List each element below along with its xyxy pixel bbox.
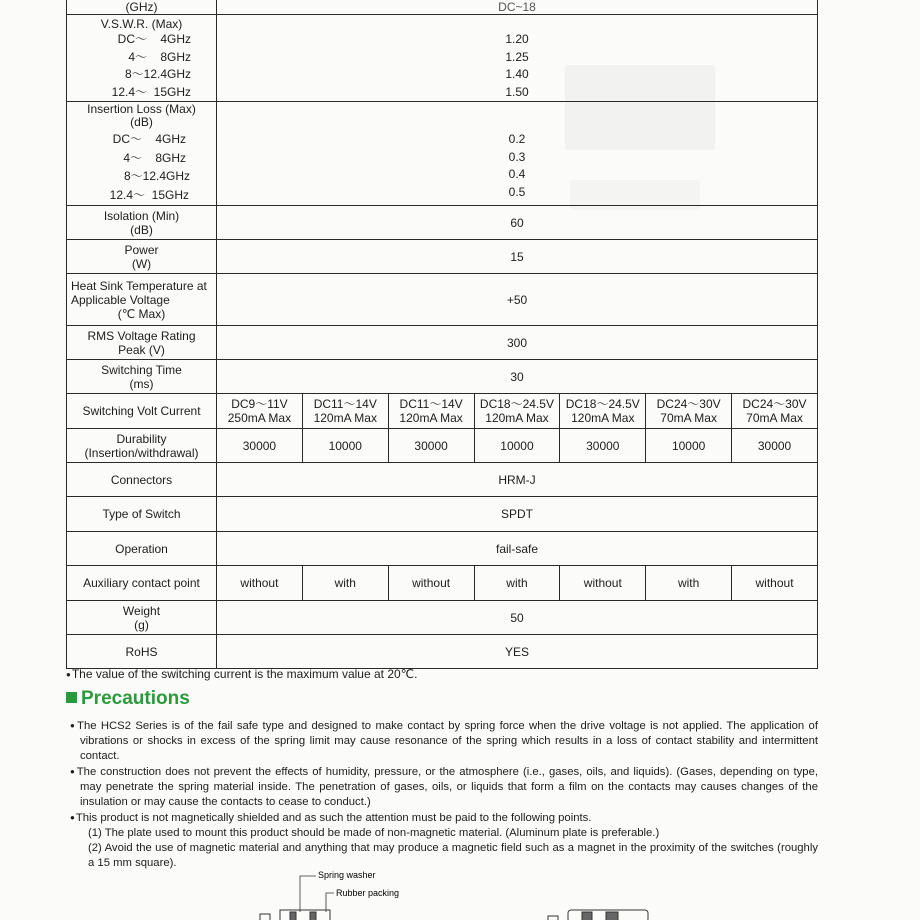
precautions-body	[70, 718, 818, 871]
weight-value: 50	[217, 601, 818, 635]
isolation-value: 60	[217, 206, 818, 240]
table-row	[67, 635, 818, 669]
aux-contact-cell: without	[560, 566, 646, 601]
weight-label: Weight (g)	[67, 601, 217, 635]
table-row	[67, 0, 818, 15]
precaution-item: ●This product is not magnetically shielded and as such the attention must be paid to the following points.	[70, 812, 592, 824]
connector-right	[548, 910, 648, 920]
table-row	[67, 15, 818, 102]
precaution-subitem: (2) Avoid the use of magnetic material and anything that may produce a magnetic field such as a magnet in the proximity of the switches (roughly a 15 mm square).	[88, 842, 818, 869]
volt-current-label: Switching Volt Current	[67, 394, 217, 429]
connectors-label: Connectors	[67, 463, 217, 497]
durability-cell: 10000	[646, 429, 732, 463]
table-row	[67, 274, 818, 326]
precautions-heading: Precautions	[66, 688, 190, 710]
connectors-value: HRM-J	[217, 463, 818, 497]
table-row	[67, 206, 818, 240]
heat-sink-label: Heat Sink Temperature at Applicable Voltage (℃ Max)	[67, 274, 217, 326]
footnote: ●The value of the switching current is the maximum value at 20℃.	[66, 667, 418, 681]
frequency-value: DC~18	[217, 0, 818, 15]
volt-current-cell: DC9～11V 250mA Max	[217, 394, 303, 429]
table-row	[67, 429, 818, 463]
operation-label: Operation	[67, 532, 217, 566]
table-row	[67, 601, 818, 635]
table-row	[67, 566, 818, 601]
insertion-loss-label: Insertion Loss (Max) (dB) DC～ 4GHz 4～ 8GHz 8～12.4GHz 12.4～ 15GHz	[67, 102, 217, 206]
table-row	[67, 360, 818, 394]
table-row	[67, 240, 818, 274]
power-value: 15	[217, 240, 818, 274]
rohs-value: YES	[217, 635, 818, 669]
table-row	[67, 326, 818, 360]
table-row	[67, 463, 818, 497]
operation-value: fail-safe	[217, 532, 818, 566]
insertion-loss-values: 0.2 0.3 0.4 0.5	[217, 102, 818, 206]
power-label: Power (W)	[67, 240, 217, 274]
vswr-label: V.S.W.R. (Max) DC～ 4GHz 4～ 8GHz 8～12.4GHz 12.4～ 15GHz	[67, 15, 217, 102]
isolation-label: Isolation (Min) (dB)	[67, 206, 217, 240]
precaution-item: ●The HCS2 Series is of the fail safe type and designed to make contact by spring force when the drive voltage is not applied. The application of vibrations or shocks in excess of the spring limit may cause resonance of the spring which results in a loss of contact stability and intermittent contact.	[70, 720, 818, 762]
heat-sink-value: +50	[217, 274, 818, 326]
durability-label: Durability (Insertion/withdrawal)	[67, 429, 217, 463]
frequency-unit: (GHz)	[67, 0, 217, 15]
spec-table	[66, 0, 818, 669]
durability-cell: 10000	[474, 429, 560, 463]
precaution-item: ●The construction does not prevent the effects of humidity, pressure, or the atmosphere (i.e., gases, oils, and liquids). (Gases, depending on type, may penetrate the spring material inside. The penetration of gases, oils, or liquids that form a film on the contacts may causes changes of the insulation or may cause the contacts to cease to conduct.)	[70, 766, 818, 808]
durability-cell: 30000	[560, 429, 646, 463]
durability-cell: 30000	[388, 429, 474, 463]
leader-line	[326, 893, 334, 912]
aux-contact-cell: with	[646, 566, 732, 601]
switching-time-value: 30	[217, 360, 818, 394]
aux-contact-label: Auxiliary contact point	[67, 566, 217, 601]
mounting-diagram	[230, 866, 690, 920]
aux-contact-cell: with	[302, 566, 388, 601]
table-row	[67, 532, 818, 566]
connector-left	[260, 910, 330, 920]
table-row	[67, 497, 818, 532]
volt-current-cell: DC18～24.5V 120mA Max	[474, 394, 560, 429]
volt-current-cell: DC24～30V 70mA Max	[646, 394, 732, 429]
vswr-values: 1.20 1.25 1.40 1.50	[217, 15, 818, 102]
durability-cell: 30000	[217, 429, 303, 463]
aux-contact-cell: without	[388, 566, 474, 601]
bullet-icon: ●	[66, 670, 71, 679]
aux-contact-cell: with	[474, 566, 560, 601]
rms-voltage-label: RMS Voltage Rating Peak (V)	[67, 326, 217, 360]
precaution-subitem: (1) The plate used to mount this product should be made of non-magnetic material. (Aluminum plate is preferable.)	[88, 827, 660, 839]
rohs-label: RoHS	[67, 635, 217, 669]
leader-line	[300, 876, 316, 912]
switch-type-label: Type of Switch	[67, 497, 217, 532]
square-bullet-icon	[66, 692, 77, 703]
volt-current-cell: DC11～14V 120mA Max	[388, 394, 474, 429]
aux-contact-cell: without	[732, 566, 818, 601]
rms-voltage-value: 300	[217, 326, 818, 360]
table-row	[67, 102, 818, 206]
volt-current-cell: DC24～30V 70mA Max	[732, 394, 818, 429]
durability-cell: 30000	[732, 429, 818, 463]
volt-current-cell: DC18～24.5V 120mA Max	[560, 394, 646, 429]
table-row	[67, 394, 818, 429]
switching-time-label: Switching Time (ms)	[67, 360, 217, 394]
switch-type-value: SPDT	[217, 497, 818, 532]
volt-current-cell: DC11～14V 120mA Max	[302, 394, 388, 429]
aux-contact-cell: without	[217, 566, 303, 601]
spring-washer-label: Spring washer	[318, 870, 376, 880]
rubber-packing-label: Rubber packing	[336, 888, 400, 898]
durability-cell: 10000	[302, 429, 388, 463]
